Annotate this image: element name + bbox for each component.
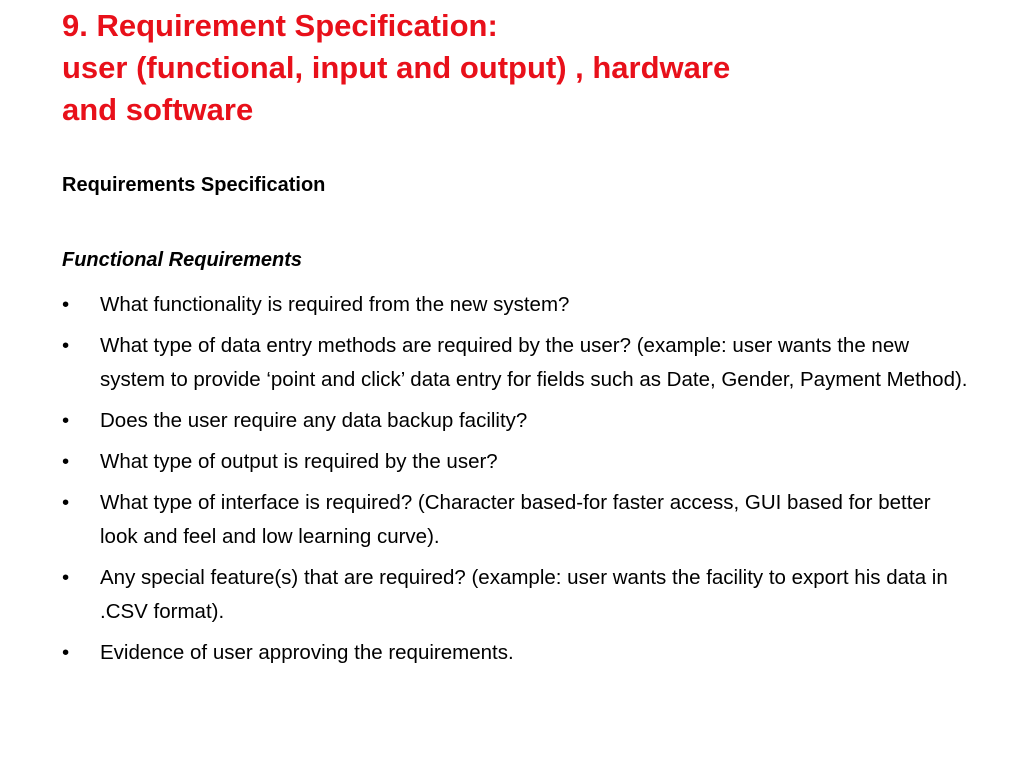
bullet-item xyxy=(62,636,972,670)
bullet-text: Evidence of user approving the requirements. xyxy=(100,641,514,664)
slide-title-line-2: user (functional, input and output) , hardware xyxy=(62,50,731,85)
slide-title-line-3: and software xyxy=(62,92,254,127)
requirements-bullet-list xyxy=(62,288,972,677)
bullet-text: Any special feature(s) that are required? (example: user wants the facility to export his data in .CSV format). xyxy=(100,566,948,623)
bullet-item xyxy=(62,561,972,629)
bullet-text: What type of output is required by the user? xyxy=(100,450,498,473)
bullet-dot-icon: • xyxy=(62,334,70,357)
bullet-text: What functionality is required from the new system? xyxy=(100,293,570,316)
slide-title xyxy=(62,5,982,131)
bullet-dot-icon: • xyxy=(62,450,70,473)
section-heading-functional-requirements: Functional Requirements xyxy=(62,249,303,271)
bullet-dot-icon: • xyxy=(62,491,70,514)
bullet-text: Does the user require any data backup facility? xyxy=(100,409,528,432)
bullet-dot-icon: • xyxy=(62,566,70,589)
bullet-text: What type of interface is required? (Character based-for faster access, GUI based for better look and feel and low learning curve). xyxy=(100,491,931,548)
bullet-dot-icon: • xyxy=(62,409,70,432)
bullet-item xyxy=(62,486,972,554)
slide-title-line-1: 9. Requirement Specification: xyxy=(62,8,498,43)
bullet-dot-icon: • xyxy=(62,293,70,316)
bullet-item xyxy=(62,329,972,397)
bullet-item xyxy=(62,288,972,322)
bullet-item xyxy=(62,445,972,479)
bullet-text: What type of data entry methods are required by the user? (example: user wants the new system to provide ‘point and click’ data entry for fields such as Date, Gender, Payment Method). xyxy=(100,334,968,391)
bullet-dot-icon: • xyxy=(62,641,70,664)
subtitle-requirements-specification: Requirements Specification xyxy=(62,174,326,196)
bullet-item xyxy=(62,404,972,438)
